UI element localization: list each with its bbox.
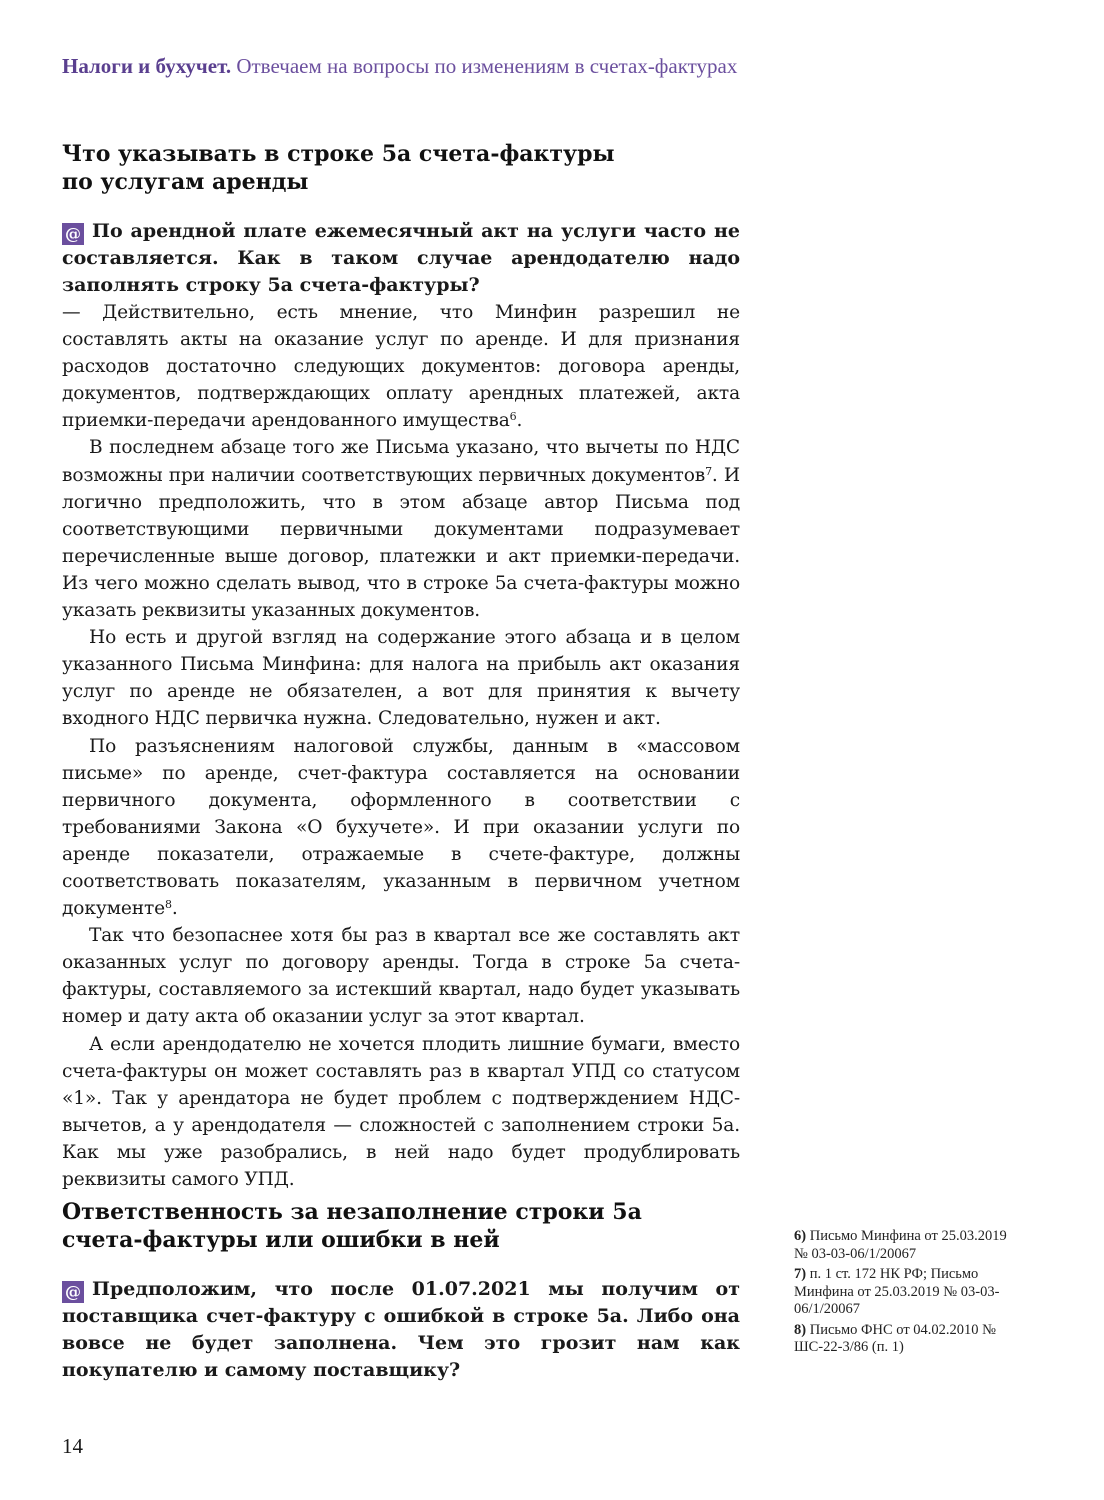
paragraph: — Действительно, есть мнение, что Минфин разрешил не составлять акты на оказание услуг по аренде. И для признания расходов достаточно следующих документов: договора аренды, документов, подтверждающих оплату арендных платежей, акта приемки-передачи арендованного имущества$^6$. xyxy=(62,302,740,432)
header-title: Отвечаем на вопросы по изменениям в счетах-фактурах xyxy=(236,54,738,78)
paragraph: А если арендодателю не хочется плодить лишние бумаги, вместо счета-фактуры он может составлять раз в квартал УПД со статусом «1». Так у арендатора не будет проблем с подтверждением НДС-вычетов, а у арендодателя — сложностей с заполнением строки 5а. Как мы уже разобрались, в ней надо будет продублировать реквизиты самого УПД. xyxy=(62,1033,740,1190)
paragraph: По разъяснениям налоговой службы, данным в «массовом письме» по аренде, счет-фактура составляется на основании первичного документа, оформленного в соответствии с требованиями Закона «О бухучете». И при оказании услуги по аренде показатели, отражаемые в счете-фактуре, должны соответствовать показателям, указанным в первичном учетном документе$^8$. xyxy=(62,735,740,920)
footnotes xyxy=(794,1228,1014,1360)
header-section: Налоги и бухучет. xyxy=(62,54,232,78)
section-2-heading: Ответственность за незаполнение строки 5а счета-фактуры или ошибки в ней xyxy=(62,1199,642,1253)
section-2 xyxy=(62,1198,740,1384)
question-1: @ По арендной плате ежемесячный акт на услуги часто не составляется. Как в таком случае арендодателю надо заполнять строку 5а счета-фактуры? xyxy=(62,220,740,296)
footnote-8: 8) Письмо ФНС от 04.02.2010 № ШС-22-3/86 (п. 1) xyxy=(794,1321,997,1355)
page-number: 14 xyxy=(62,1434,83,1458)
running-header xyxy=(62,54,737,79)
paragraph: Так что безопаснее хотя бы раз в квартал все же составлять акт оказанных услуг по договору аренды. Тогда в строке 5а счета-фактуры, составляемого за истекший квартал, надо будет указывать номер и дату акта об оказании услуг за этот квартал. xyxy=(62,925,740,1028)
at-icon: @ xyxy=(62,1281,84,1303)
paragraph: В последнем абзаце того же Письма указано, что вычеты по НДС возможны при наличии соответствующих первичных документов$^7$. И логично предположить, что в этом абзаце автор Письма под соответствующими первичными документами подразумевает перечисленные выше договор, платежки и акт приемки-передачи. Из чего можно сделать вывод, что в строке 5а счета-фактуры можно указать реквизиты указанных документов. xyxy=(62,437,740,622)
footnote-ref: 7 xyxy=(705,464,712,478)
footnote-6: 6) Письмо Минфина от 25.03.2019 № 03-03-06/1/20067 xyxy=(794,1228,1007,1262)
footnote-7: 7) п. 1 ст. 172 НК РФ; Письмо Минфина от 25.03.2019 № 03-03-06/1/20067 xyxy=(794,1266,1000,1317)
section-1 xyxy=(62,140,740,1193)
answer-1 xyxy=(62,299,740,1193)
at-icon: @ xyxy=(62,223,84,245)
section-1-heading: Что указывать в строке 5а счета-фактуры по услугам аренды xyxy=(62,141,615,195)
footnote-ref: 8 xyxy=(165,898,172,912)
paragraph: Но есть и другой взгляд на содержание этого абзаца и в целом указанного Письма Минфина: для налога на прибыль акт оказания услуг по аренде не обязателен, а вот для принятия к вычету входного НДС первичка нужна. Следовательно, нужен и акт. xyxy=(62,627,740,730)
question-2: @ Предположим, что после 01.07.2021 мы получим от поставщика счет-фактуру с ошибкой в строке 5а. Либо она вовсе не будет заполнена. Чем это грозит нам как покупателю и самому поставщику? xyxy=(62,1278,740,1381)
footnote-ref: 6 xyxy=(509,410,517,424)
